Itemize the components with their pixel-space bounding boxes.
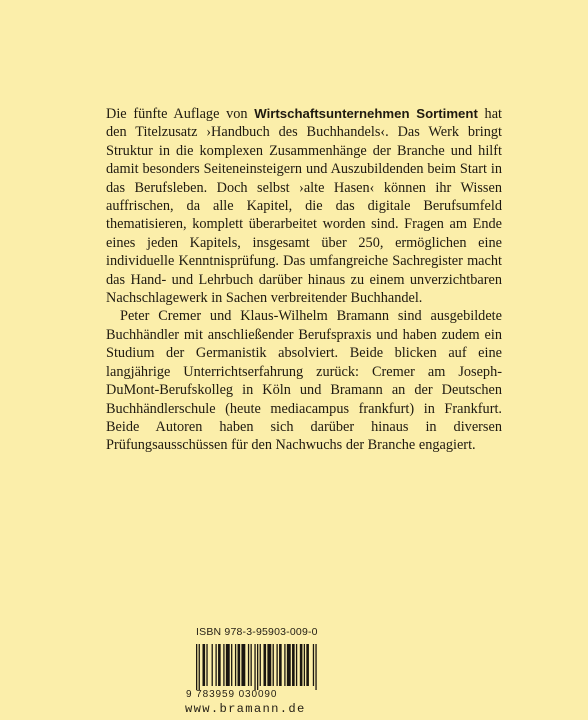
- barcode-bar: [279, 644, 282, 686]
- barcode-bar: [212, 644, 213, 686]
- barcode-bar: [306, 644, 309, 686]
- barcode: [196, 644, 318, 690]
- barcode-bar: [257, 644, 258, 690]
- barcode-bar: [304, 644, 305, 686]
- barcode-bar: [196, 644, 197, 690]
- blurb-intro: Die fünfte Auflage von: [106, 106, 255, 122]
- back-cover-blurb: [106, 105, 502, 455]
- barcode-digits: 9 783959 030090: [186, 689, 278, 700]
- barcode-bar: [287, 644, 291, 686]
- barcode-bar: [292, 644, 295, 686]
- book-title: Wirtschaftsunternehmen Sortiment: [254, 106, 478, 121]
- barcode-bar: [273, 644, 274, 686]
- barcode-bar: [284, 644, 285, 686]
- barcode-bar: [215, 644, 216, 686]
- barcode-bar: [238, 644, 241, 686]
- barcode-bar: [267, 644, 271, 686]
- barcode-bar: [248, 644, 249, 686]
- barcode-bar: [241, 644, 245, 686]
- barcode-bar: [199, 644, 200, 690]
- barcode-bar: [260, 644, 261, 686]
- blurb-text: hat den Titelzusatz ›Handbuch des Buchhandels‹. Das Werk bringt Struktur in die komplexen Zusammenhänge der Branche und hilft damit besonders Seiteneinsteigern und Auszubildenden beim Start in das Berufsleben. Doch selbst ›alte Hasen‹ können ihr Wissen auffrischen, da alle Kapitel, die das digitale Berufsumfeld thematisieren, komplett überarbeitet worden sind. Fragen am Ende eines jeden Kapitels, insgesamt über 250, ermöglichen eine individuelle Kenntnisprüfung. Das umfangreiche Sachregister macht das Hand- und Lehrbuch darüber hinaus zu einem unverzichtbaren Nachschlagewerk in Sachen verbreitender Buchhandel.: [106, 106, 503, 307]
- barcode-bar: [206, 644, 207, 686]
- barcode-bar: [313, 644, 314, 686]
- barcode-bar: [235, 644, 236, 686]
- barcode-graphic: [196, 644, 318, 690]
- barcode-bar: [218, 644, 221, 686]
- barcode-bar: [223, 644, 224, 686]
- barcode-bar: [315, 644, 316, 690]
- blurb-paragraph-2: Peter Cremer und Klaus-Wilhelm Bramann sind ausgebildete Buchhändler mit anschließender Berufspraxis und haben zudem ein Studium der Germanistik absolviert. Beide blicken auf eine langjährige Unterrichtserfahrung zurück: Cremer am Joseph-DuMont-Berufskolleg in Köln und Bramann an der Deutschen Buchhändlerschule (heute mediacampus frankfurt) in Frankfurt. Beide Autoren haben sich darüber hinaus in diversen Prüfungsausschüssen für den Nachwuchs der Branche engagiert.: [106, 308, 502, 454]
- barcode-bar: [276, 644, 277, 686]
- barcode-bar: [251, 644, 252, 686]
- blurb-paragraph-1: [106, 105, 502, 307]
- barcode-bar: [263, 644, 266, 686]
- barcode-bar: [231, 644, 232, 686]
- isbn-label: ISBN 978-3-95903-009-0: [196, 626, 318, 638]
- barcode-bar: [296, 644, 297, 686]
- barcode-bar: [300, 644, 303, 686]
- barcode-bar: [226, 644, 230, 686]
- website-url: www.bramann.de: [185, 702, 306, 716]
- barcode-bar: [202, 644, 205, 686]
- barcode-bar: [254, 644, 255, 690]
